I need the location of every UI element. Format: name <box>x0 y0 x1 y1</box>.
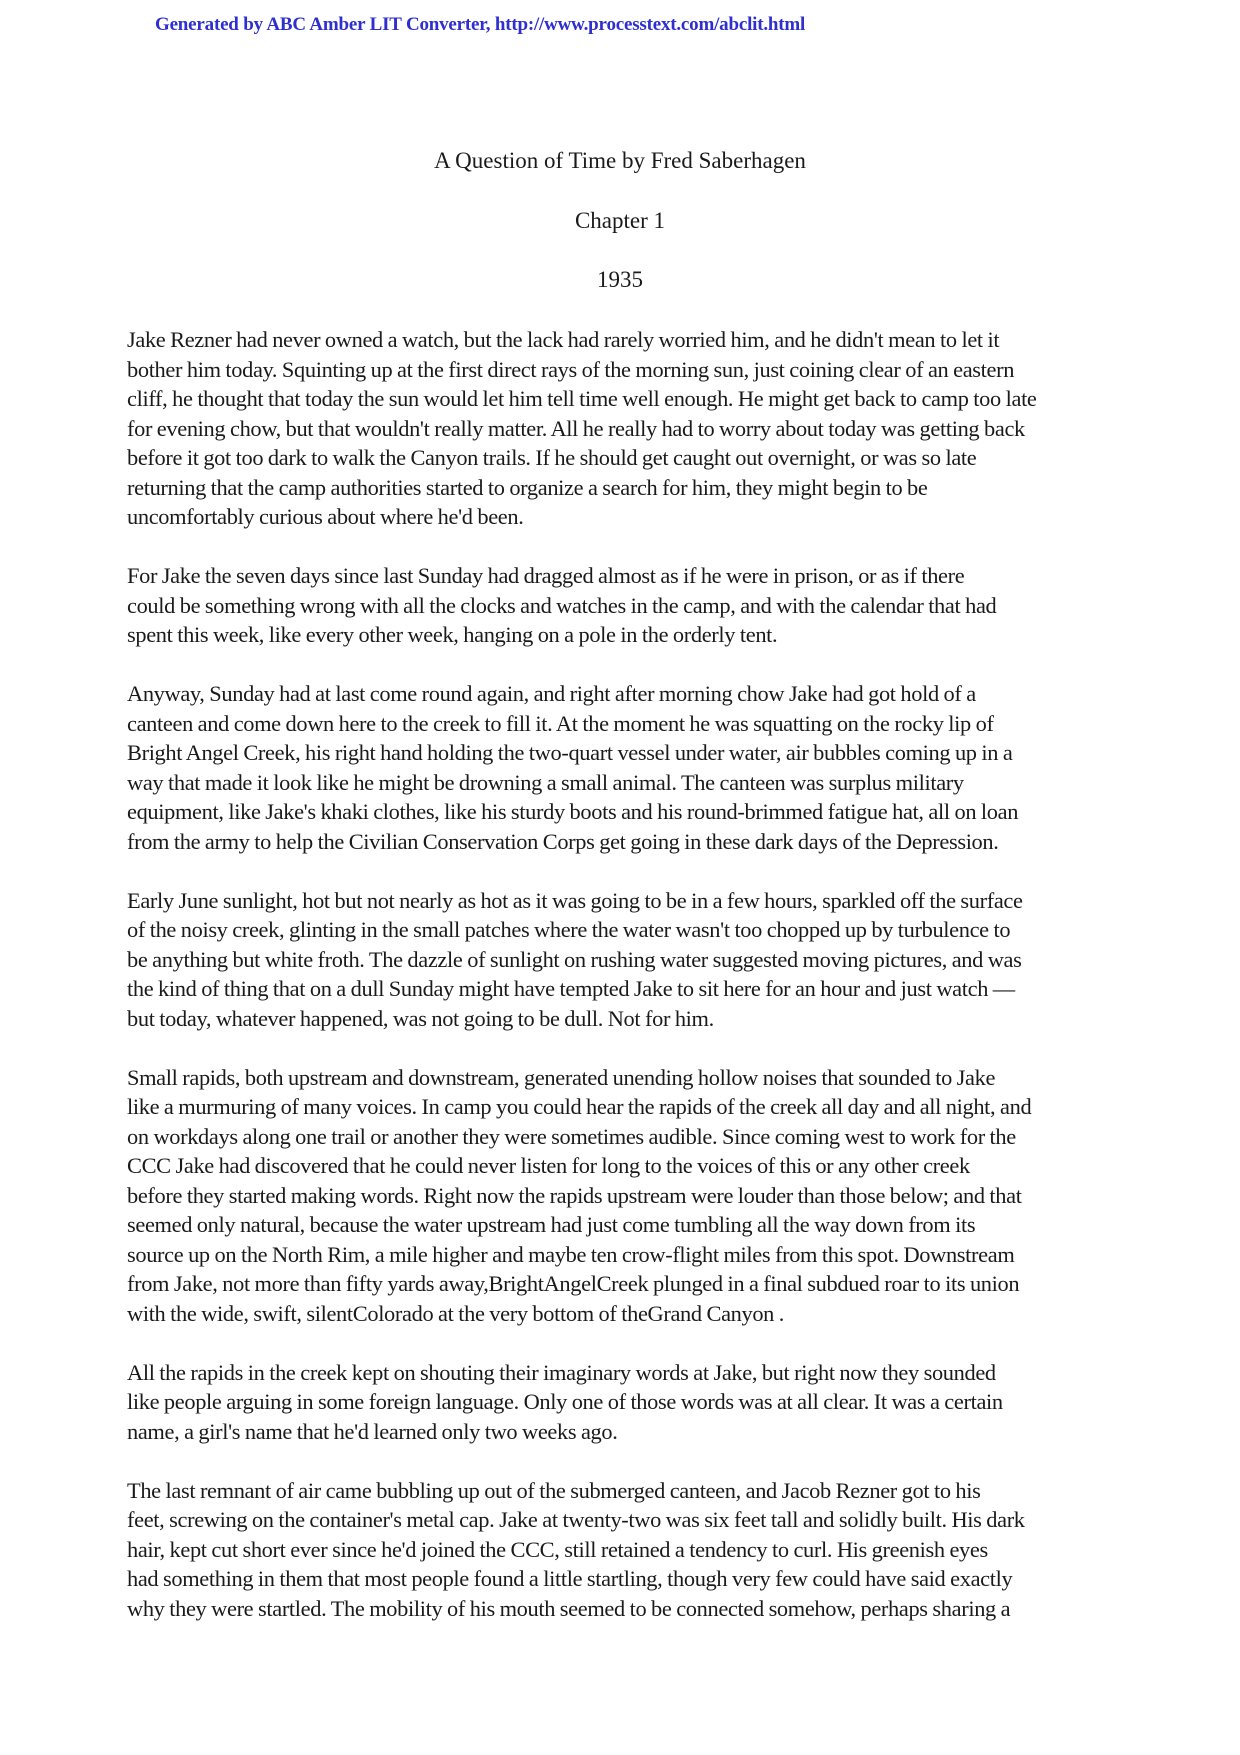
text-line: source up on the North Rim, a mile higher and maybe ten crow-flight miles from this spot. Downstream <box>127 1241 1015 1267</box>
paragraph <box>127 1063 1127 1329</box>
text-line: be anything but white froth. The dazzle of sunlight on rushing water suggested moving pictures, and was <box>127 946 1022 972</box>
text-line: from the army to help the Civilian Conservation Corps get going in these dark days of the Depression. <box>127 828 999 854</box>
text-line: hair, kept cut short ever since he'd joined the CCC, still retained a tendency to curl. His greenish eyes <box>127 1536 988 1562</box>
text-line: before they started making words. Right now the rapids upstream were louder than those below; and that <box>127 1182 1022 1208</box>
text-line: Early June sunlight, hot but not nearly as hot as it was going to be in a few hours, sparkled off the surface <box>127 887 1023 913</box>
text-line: way that made it look like he might be drowning a small animal. The canteen was surplus military <box>127 769 964 795</box>
text-line: CCC Jake had discovered that he could never listen for long to the voices of this or any other creek <box>127 1153 970 1178</box>
text-line: like a murmuring of many voices. In camp you could hear the rapids of the creek all day and all night, and <box>127 1094 1032 1119</box>
text-line: spent this week, like every other week, hanging on a pole in the orderly tent. <box>127 622 778 647</box>
text-line: why they were startled. The mobility of his mouth seemed to be connected somehow, perhaps sharing a <box>127 1595 1011 1621</box>
paragraph <box>127 1476 1127 1624</box>
text-line: Jake Rezner had never owned a watch, but the lack had rarely worried him, and he didn't mean to let it <box>127 327 1000 352</box>
text-line: All the rapids in the creek kept on shouting their imaginary words at Jake, but right now they sounded <box>127 1359 996 1385</box>
body-text <box>127 325 1127 1653</box>
text-line: for evening chow, but that wouldn't really matter. All he really had to worry about today was getting back <box>127 415 1025 441</box>
text-line: returning that the camp authorities started to organize a search for him, they might begin to be <box>127 474 928 500</box>
chapter-heading: Chapter 1 <box>574 208 666 233</box>
text-line: bother him today. Squinting up at the first direct rays of the morning sun, just coining clear of an eastern <box>127 356 1015 382</box>
book-title: A Question of Time by Fred Saberhagen <box>434 148 806 173</box>
text-line: like people arguing in some foreign language. Only one of those words was at all clear. It was a certain <box>127 1389 1003 1414</box>
text-line: name, a girl's name that he'd learned only two weeks ago. <box>127 1418 618 1444</box>
text-line: seemed only natural, because the water upstream had just come tumbling all the way down from its <box>127 1212 976 1237</box>
text-line: cliff, he thought that today the sun would let him tell time well enough. He might get back to camp too late <box>127 386 1037 411</box>
converter-banner-link[interactable]: Generated by ABC Amber LIT Converter, http://www.processtext.com/abclit.html <box>155 14 806 35</box>
text-line: equipment, like Jake's khaki clothes, like his sturdy boots and his round-brimmed fatigue hat, all on loan <box>127 799 1019 824</box>
text-line: The last remnant of air came bubbling up out of the submerged canteen, and Jacob Rezner got to his <box>127 1477 981 1503</box>
text-line: but today, whatever happened, was not going to be dull. Not for him. <box>127 1005 714 1031</box>
text-line: For Jake the seven days since last Sunday had dragged almost as if he were in prison, or as if there <box>127 563 965 588</box>
text-line: feet, screwing on the container's metal cap. Jake at twenty-two was six feet tall and solidly built. His dark <box>127 1507 1025 1532</box>
text-line: the kind of thing that on a dull Sunday might have tempted Jake to sit here for an hour and just watch — <box>127 976 1015 1001</box>
paragraph <box>127 561 1127 650</box>
text-line: Small rapids, both upstream and downstream, generated unending hollow noises that sounded to Jake <box>127 1064 996 1090</box>
year-heading: 1935 <box>597 267 643 292</box>
text-line: uncomfortably curious about where he'd been. <box>127 504 524 529</box>
text-line: canteen and come down here to the creek to fill it. At the moment he was squatting on the rocky lip of <box>127 710 994 736</box>
text-line: Bright Angel Creek, his right hand holding the two-quart vessel under water, air bubbles coming up in a <box>127 740 1013 765</box>
paragraph <box>127 886 1127 1034</box>
text-line: could be something wrong with all the clocks and watches in the camp, and with the calendar that had <box>127 592 997 618</box>
text-line: of the noisy creek, glinting in the small patches where the water wasn't too chopped up by turbulence to <box>127 917 1011 942</box>
text-line: from Jake, not more than fifty yards away,BrightAngelCreek plunged in a final subdued roar to its union <box>127 1271 1020 1296</box>
paragraph <box>127 1358 1127 1447</box>
text-line: before it got too dark to walk the Canyon trails. If he should get caught out overnight, or was so late <box>127 445 977 470</box>
text-line: had something in them that most people found a little startling, though very few could have said exactly <box>127 1566 1013 1591</box>
paragraph <box>127 325 1127 532</box>
text-line: on workdays along one trail or another they were sometimes audible. Since coming west to work for the <box>127 1123 1016 1149</box>
paragraph <box>127 679 1127 856</box>
text-line: Anyway, Sunday had at last come round again, and right after morning chow Jake had got hold of a <box>127 681 976 706</box>
text-line: with the wide, swift, silentColorado at the very bottom of theGrand Canyon . <box>127 1300 785 1326</box>
